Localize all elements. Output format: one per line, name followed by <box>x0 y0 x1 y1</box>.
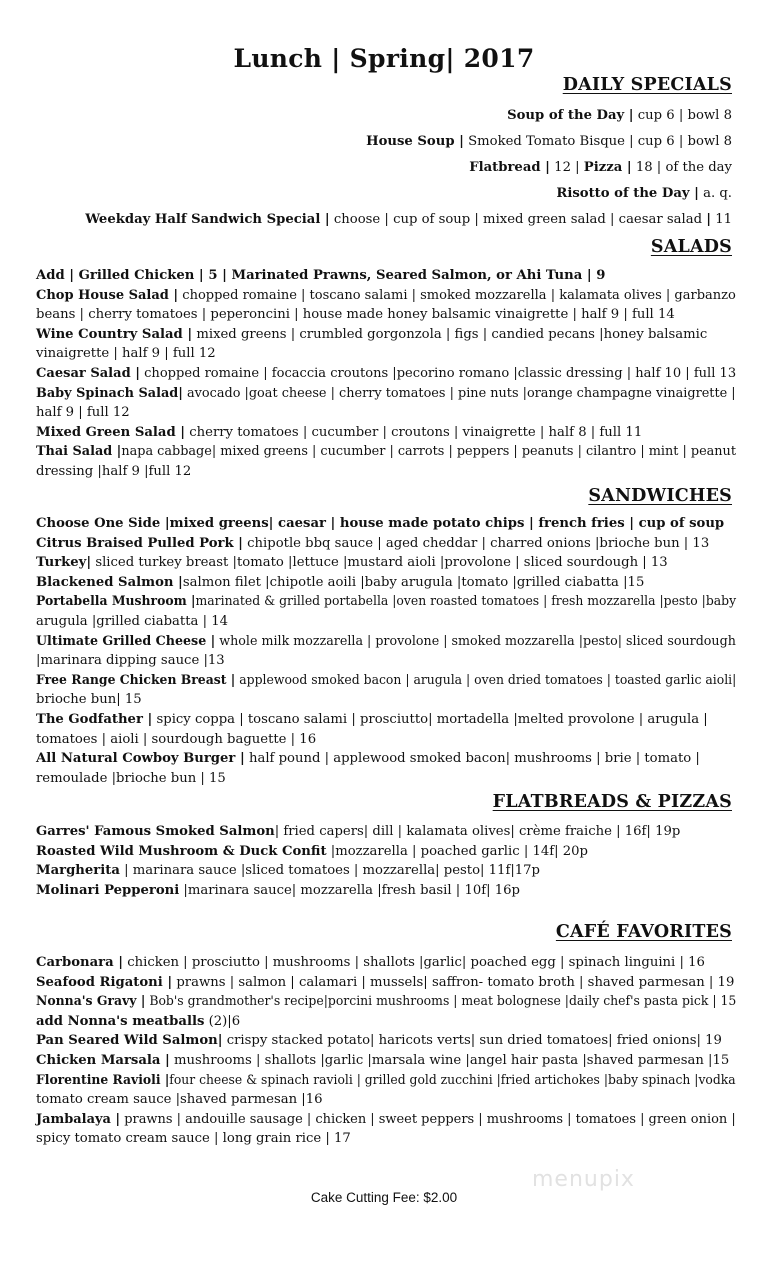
menu-item: Molinari Pepperoni |marinara sauce| mozzarella |fresh basil | 10f| 16p <box>36 882 520 898</box>
menu-item: add Nonna's meatballs (2)|6 <box>36 1013 241 1029</box>
cafe-favorites-heading: CAFÉ FAVORITES <box>555 922 732 942</box>
menu-title: Lunch | Spring| 2017 <box>233 44 535 73</box>
menu-item: Roasted Wild Mushroom & Duck Confit |mozzarella | poached garlic | 14f| 20p <box>36 843 588 859</box>
menu-item: Nonna's Gravy | Bob's grandmother's recipe|porcini mushrooms | meat bolognese |daily chef's pasta pick | 15 <box>36 994 737 1010</box>
daily-special-row: Weekday Half Sandwich Special | choose | cup of soup | mixed green salad | caesar salad | 11 <box>85 212 732 227</box>
menu-item: Pan Seared Wild Salmon| crispy stacked potato| haricots verts| sun dried tomatoes| fried onions| 19 <box>36 1033 722 1049</box>
menu-item: Florentine Ravioli |four cheese & spinach ravioli | grilled gold zucchini |fried artichokes |baby spinach |vodka tomato cream sauce |shaved parmesan |16 <box>36 1072 736 1108</box>
menu-item: Baby Spinach Salad| avocado |goat cheese | cherry tomatoes | pine nuts |orange champagne vinaigrette | half 9 | full 12 <box>36 385 736 421</box>
daily-special-row: Flatbread | 12 | Pizza | 18 | of the day <box>469 160 732 175</box>
menu-item: Caesar Salad | chopped romaine | focaccia croutons |pecorino romano |classic dressing | half 10 | full 13 <box>36 365 737 381</box>
cafe-favorites-list <box>36 953 736 1149</box>
menu-item: Chicken Marsala | mushrooms | shallots |garlic |marsala wine |angel hair pasta |shaved parmesan |15 <box>36 1052 730 1068</box>
menu-item: Free Range Chicken Breast | applewood smoked bacon | arugula | oven dried tomatoes | toasted garlic aioli| brioche bun| 15 <box>36 672 737 708</box>
sandwiches-list <box>36 514 736 788</box>
menu-item: Mixed Green Salad | cherry tomatoes | cucumber | croutons | vinaigrette | half 8 | full 11 <box>36 424 643 440</box>
menu-item: Blackened Salmon |salmon filet |chipotle aoili |baby arugula |tomato |grilled ciabatta |15 <box>36 574 645 590</box>
sandwich-side-line: Choose One Side |mixed greens| caesar | house made potato chips | french fries | cup of soup <box>36 516 725 531</box>
menu-item: Margherita | marinara sauce |sliced tomatoes | mozzarella| pesto| 11f|17p <box>36 863 540 879</box>
menu-item: All Natural Cowboy Burger | half pound | applewood smoked bacon| mushrooms | brie | tomato | remoulade |brioche bun | 15 <box>36 751 700 786</box>
menu-item: Thai Salad |napa cabbage| mixed greens | cucumber | carrots | peppers | peanuts | cilantro | mint | peanut dressing |half 9 |full 12 <box>36 444 736 479</box>
salads-list <box>36 266 736 482</box>
sandwiches-heading: SANDWICHES <box>588 486 732 506</box>
menu-item: Portabella Mushroom |marinated & grilled portabella |oven roasted tomatoes | fresh mozzarella |pesto |baby arugula |grilled ciabatta | 14 <box>36 594 737 629</box>
salads-heading: SALADS <box>650 237 732 257</box>
daily-specials-heading: DAILY SPECIALS <box>562 75 732 95</box>
menu-item: Seafood Rigatoni | prawns | salmon | calamari | mussels| saffron- tomato broth | shaved parmesan | 19 <box>36 974 735 990</box>
menu-item: Turkey| sliced turkey breast |tomato |lettuce |mustard aioli |provolone | sliced sourdough | 13 <box>36 555 668 571</box>
menu-item: Chop House Salad | chopped romaine | toscano salami | smoked mozzarella | kalamata olives | garbanzo beans | cherry tomatoes | peperoncini | house made honey balsamic vinaigrette | half 9 | full 14 <box>36 287 736 323</box>
daily-special-row: House Soup | Smoked Tomato Bisque | cup 6 | bowl 8 <box>366 134 732 149</box>
watermark-logo: menupix <box>532 1167 635 1192</box>
flatbreads-list <box>36 822 736 900</box>
cake-cutting-fee: Cake Cutting Fee: $2.00 <box>310 1190 458 1205</box>
flatbreads-heading: FLATBREADS & PIZZAS <box>492 792 732 812</box>
menu-item: Garres' Famous Smoked Salmon| fried capers| dill | kalamata olives| crème fraiche | 16f| 19p <box>36 824 681 839</box>
salads-add-line: Add | Grilled Chicken | 5 | Marinated Prawns, Seared Salmon, or Ahi Tuna | 9 <box>36 268 606 283</box>
menu-item: The Godfather | spicy coppa | toscano salami | prosciutto| mortadella |melted provolone | arugula | tomatoes | aioli | sourdough baguette | 16 <box>36 711 708 747</box>
menu-item: Ultimate Grilled Cheese | whole milk mozzarella | provolone | smoked mozzarella |pesto| sliced sourdough |marinara dipping sauce |13 <box>36 633 736 669</box>
menu-item: Citrus Braised Pulled Pork | chipotle bbq sauce | aged cheddar | charred onions |brioche bun | 13 <box>36 535 710 551</box>
daily-special-row: Soup of the Day | cup 6 | bowl 8 <box>507 108 732 123</box>
menu-item: Jambalaya | prawns | andouille sausage | chicken | sweet peppers | mushrooms | tomatoes | green onion | spicy tomato cream sauce | long grain rice | 17 <box>36 1111 736 1147</box>
menu-item: Carbonara | chicken | prosciutto | mushrooms | shallots |garlic| poached egg | spinach linguini | 16 <box>36 955 705 970</box>
daily-special-row: Risotto of the Day | a. q. <box>556 186 732 201</box>
menu-item: Wine Country Salad | mixed greens | crumbled gorgonzola | figs | candied pecans |honey balsamic vinaigrette | half 9 | full 12 <box>36 326 708 362</box>
